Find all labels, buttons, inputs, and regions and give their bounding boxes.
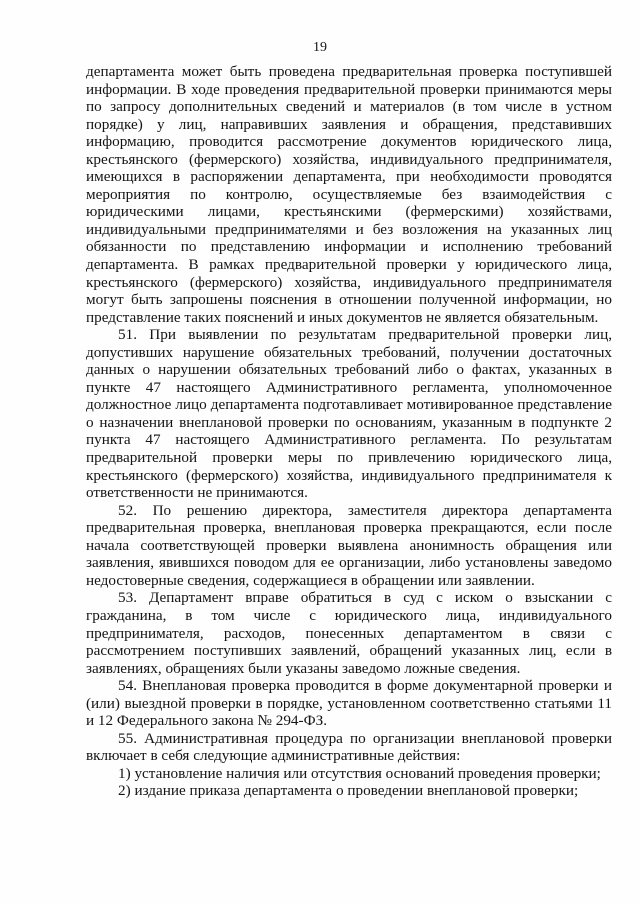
paragraph-55: 55. Административная процедура по организации внеплановой проверки включает в себя следующие административные действия: <box>86 729 612 765</box>
list-item-1: 1) установление наличия или отсутствия оснований проведения проверки; <box>118 764 601 782</box>
paragraph-continuation: департамента может быть проведена предварительная проверка поступившей информации. В ходе проведения предварительной проверки принимаются меры по запросу дополнительных сведений и материалов (в том числе в устном порядке) у лиц, направивших заявления и обращения, представивших информацию, проводится рассмотрение документов юридического лица, крестьянского (фермерского) хозяйства, индивидуального предпринимателя, имеющихся в распоряжении департамента, при необходимости проводятся мероприятия по контролю, осуществляемые без взаимодействия с юридическими лицами, крестьянскими (фермерскими) хозяйствами, индивидуальными предпринимателями и без возложения на указанных лиц обязанности по представлению информации и исполнению требований департамента. В рамках предварительной проверки у юридического лица, крестьянского (фермерского) хозяйства, индивидуального предпринимателя могут быть запрошены пояснения в отношении полученной информации, но представление таких пояснений и иных документов не является обязательным. <box>86 63 612 326</box>
list-item-2: 2) издание приказа департамента о проведении внеплановой проверки; <box>118 782 579 800</box>
document-body <box>86 63 612 800</box>
paragraph-52: 52. По решению директора, заместителя директора департамента предварительная проверка, внеплановая проверка прекращаются, если после начала соответствующей проверки выявлена анонимность обращения или заявления, явившихся поводом для ее организации, либо установлены заведомо недостоверные сведения, содержащиеся в обращении или заявлении. <box>86 501 612 589</box>
paragraph-51: 51. При выявлении по результатам предварительной проверки лиц, допустивших нарушение обязательных требований, получении достаточных данных о нарушении обязательных требований либо о фактах, указанных в пункте 47 настоящего Административного регламента, уполномоченное должностное лицо департамента подготавливает мотивированное представление о назначении внеплановой проверки по основаниям, указанным в подпункте 2 пункта 47 настоящего Административного регламента. По результатам предварительной проверки меры по привлечению юридического лица, крестьянского (фермерского) хозяйства, индивидуального предпринимателя к ответственности не принимаются. <box>86 326 612 502</box>
paragraph-53: 53. Департамент вправе обратиться в суд с иском о взыскании с гражданина, в том числе с юридического лица, индивидуального предпринимателя, расходов, понесенных департаментом в связи с рассмотрением поступивших заявлений, обращений указанных лиц, если в заявлениях, обращениях были указаны заведомо ложные сведения. <box>86 589 612 677</box>
page-number: 19 <box>313 40 327 55</box>
paragraph-54: 54. Внеплановая проверка проводится в форме документарной проверки и (или) выездной проверки в порядке, установленном соответственно статьями 11 и 12 Федерального закона № 294-ФЗ. <box>86 677 612 730</box>
